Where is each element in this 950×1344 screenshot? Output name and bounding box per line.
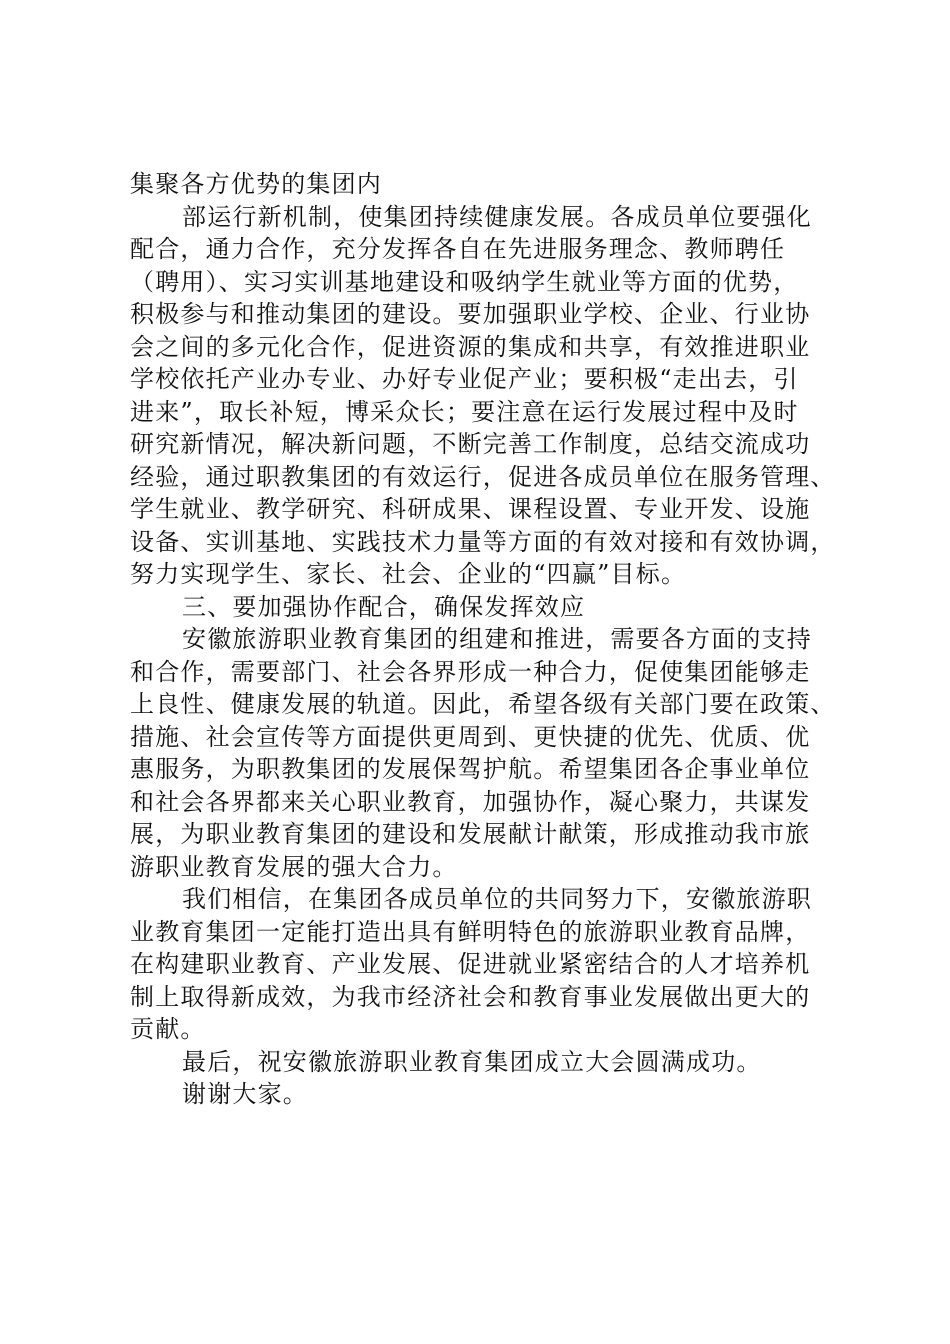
text-line: 谢谢大家。 [182, 1080, 308, 1108]
text-line: 惠服务，为职教集团的发展保驾护航。希望集团各企事业单位 [130, 755, 811, 783]
text-line: 和合作，需要部门、社会各界形成一种合力，促使集团能够走 [130, 657, 811, 686]
lead-line [130, 168, 830, 201]
text-line: 最后，祝安徽旅游职业教育集团成立大会圆满成功。 [182, 1047, 762, 1076]
paragraph-thanks [130, 1078, 830, 1111]
text-line: 部运行新机制，使集团持续健康发展。各成员单位要强化 [182, 202, 812, 231]
text-line: 安徽旅游职业教育集团的组建和推进，需要各方面的支持 [182, 625, 812, 653]
text-line: 经验，通过职教集团的有效运行，促进各成员单位在服务管理、 [130, 462, 836, 491]
text-line: 在构建职业教育、产业发展、促进就业紧密结合的人才培养机 [130, 950, 811, 978]
text-line: 措施、社会宣传等方面提供更周到、更快捷的优先、优质、优 [130, 722, 811, 751]
text-line: 配合，通力合作，充分发挥各自在先进服务理念、教师聘任 [130, 235, 786, 263]
text-line: （聘用）、实习实训基地建设和吸纳学生就业等方面的优势， [130, 267, 799, 296]
paragraph-closing-wish [130, 1046, 830, 1079]
paragraph-cooperation-mechanism [130, 201, 836, 591]
text-line: 积极参与和推动集团的建设。要加强职业学校、企业、行业协 [130, 300, 811, 328]
text-line: 制上取得新成效，为我市经济社会和教育事业发展做出更大的 [130, 982, 811, 1011]
text-line: 业教育集团一定能打造出具有鲜明特色的旅游职业教育品牌， [130, 917, 811, 946]
text-line: 会之间的多元化合作，促进资源的集成和共享，有效推进职业 [130, 332, 811, 361]
text-line: 贡献。 [130, 1015, 206, 1043]
text-line: 我们相信，在集团各成员单位的共同努力下，安徽旅游职 [182, 885, 812, 913]
section-heading [130, 591, 830, 624]
text-line: 学生就业、教学研究、科研成果、课程设置、专业开发、设施 [130, 495, 811, 523]
paragraph-confidence [130, 883, 830, 1046]
text-line: 和社会各界都来关心职业教育，加强协作，凝心聚力，共谋发 [130, 787, 811, 816]
text-line: 展，为职业教育集团的建设和发展献计献策，形成推动我市旅 [130, 820, 811, 848]
text-line: 进来”，取长补短，博采众长；要注意在运行发展过程中及时 [130, 397, 799, 426]
text-line: 游职业教育发展的强大合力。 [130, 852, 458, 881]
text-line: 设备、实训基地、实践技术力量等方面的有效对接和有效协调， [130, 527, 836, 556]
paragraph-support-cooperation [130, 623, 836, 883]
text-line: 研究新情况，解决新问题，不断完善工作制度，总结交流成功 [130, 430, 811, 458]
text-line: 集聚各方优势的集团内 [130, 170, 382, 198]
text-line: 上良性、健康发展的轨道。因此，希望各级有关部门要在政策、 [130, 690, 836, 718]
text-line: 学校依托产业办专业、办好专业促产业；要积极“走出去，引 [130, 365, 799, 393]
text-line: 三、要加强协作配合，确保发挥效应 [182, 592, 586, 621]
document-body [130, 168, 836, 1111]
text-line: 努力实现学生、家长、社会、企业的“四赢”目标。 [130, 560, 687, 588]
